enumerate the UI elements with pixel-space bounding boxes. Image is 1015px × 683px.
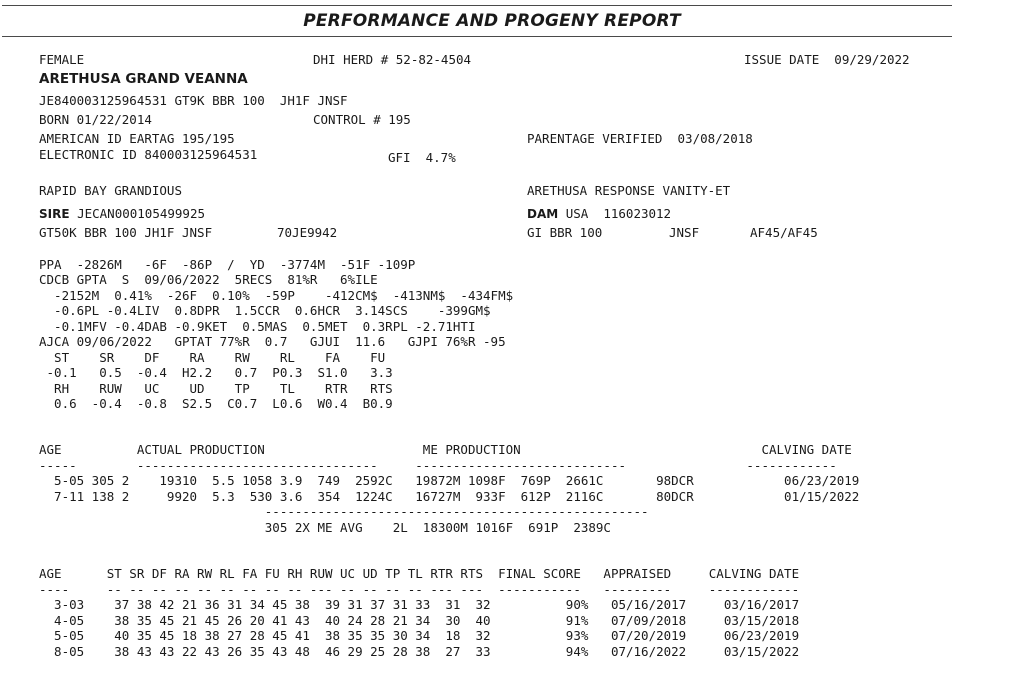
genetic-line: -0.6PL -0.4LIV 0.8DPR 1.5CCR 0.6HCR 3.14SCS -399GM$: [39, 303, 491, 318]
genetic-line: -0.1 0.5 -0.4 H2.2 0.7 P0.3 S1.0 3.3: [39, 365, 393, 380]
genetic-line: ST SR DF RA RW RL FA FU: [39, 350, 386, 365]
sire-name: RAPID BAY GRANDIOUS: [39, 183, 182, 198]
dam-id-line: [527, 207, 671, 221]
dam-jnsf: JNSF: [669, 225, 700, 240]
gfi-value: GFI 4.7%: [388, 150, 456, 165]
top-rule: [2, 5, 952, 6]
classification-row: 4-05 38 35 45 21 45 26 20 41 43 40 24 28 21 34 30 40 91% 07/09/2018 03/15/2018: [39, 613, 800, 628]
classification-header: AGE ST SR DF RA RW RL FA FU RH RUW UC UD TP TL RTR RTS FINAL SCORE APPRAISED CALVING DATE: [39, 566, 800, 581]
production-rule: ----- -------------------------------- ---------------------------- ------------: [39, 458, 837, 473]
classification-row: 8-05 38 43 43 22 43 26 35 43 48 46 29 25 28 38 27 33 94% 07/16/2022 03/15/2022: [39, 644, 800, 659]
dam-id: USA 116023012: [558, 206, 672, 221]
sire-label: SIRE: [39, 207, 70, 221]
production-sum-rule: ---------------------------------------------------: [39, 504, 649, 519]
classification-rule: ---- -- -- -- -- -- -- -- -- -- --- -- -- -- -- --- --- ----------- --------- ------------: [39, 582, 800, 597]
title-rule: [2, 36, 952, 37]
sire-genomic-line: GT50K BBR 100 JH1F JNSF: [39, 225, 213, 240]
genetic-line: -0.1MFV -0.4DAB -0.9KET 0.5MAS 0.5MET 0.3RPL -2.71HTI: [39, 319, 476, 334]
electronic-id: ELECTRONIC ID 840003125964531: [39, 147, 258, 162]
control-number: CONTROL # 195: [313, 112, 411, 127]
genetic-line: RH RUW UC UD TP TL RTR RTS: [39, 381, 393, 396]
dam-label: DAM: [527, 207, 559, 221]
production-row: 7-11 138 2 9920 5.3 530 3.6 354 1224C 16727M 933F 612P 2116C 80DCR 01/15/2022: [39, 489, 860, 504]
genetic-line: CDCB GPTA S 09/06/2022 5RECS 81%R 6%ILE: [39, 272, 378, 287]
dam-name: ARETHUSA RESPONSE VANITY-ET: [527, 183, 731, 198]
parentage-verified: PARENTAGE VERIFIED 03/08/2018: [527, 131, 753, 146]
classification-row: 3-03 37 38 42 21 36 31 34 45 38 39 31 37 31 33 31 32 90% 05/16/2017 03/16/2017: [39, 597, 800, 612]
dam-af: AF45/AF45: [750, 225, 818, 240]
genetic-line: AJCA 09/06/2022 GPTAT 77%R 0.7 GJUI 11.6 GJPI 76%R -95: [39, 334, 506, 349]
genetic-line: 0.6 -0.4 -0.8 S2.5 C0.7 L0.6 W0.4 B0.9: [39, 396, 393, 411]
sire-id: JECAN000105499925: [69, 206, 206, 221]
dam-gi: GI BBR 100: [527, 225, 603, 240]
sex-label: FEMALE: [39, 52, 85, 67]
classification-row: 5-05 40 35 45 18 38 27 28 45 41 38 35 35 30 34 18 32 93% 07/20/2019 06/23/2019: [39, 628, 800, 643]
issue-date: ISSUE DATE 09/29/2022: [744, 52, 910, 67]
report-title: PERFORMANCE AND PROGENY REPORT: [303, 11, 681, 31]
animal-id-line: JE840003125964531 GT9K BBR 100 JH1F JNSF: [39, 93, 348, 108]
genetic-line: -2152M 0.41% -26F 0.10% -59P -412CM$ -413NM$ -434FM$: [39, 288, 514, 303]
production-header: AGE ACTUAL PRODUCTION ME PRODUCTION CALVING DATE: [39, 442, 852, 457]
herd-number: DHI HERD # 52-82-4504: [313, 52, 472, 67]
birth-date: BORN 01/22/2014: [39, 112, 152, 127]
american-id: AMERICAN ID EARTAG 195/195: [39, 131, 235, 146]
sire-id-line: [39, 207, 205, 221]
production-me-average: 305 2X ME AVG 2L 18300M 1016F 691P 2389C: [39, 520, 611, 535]
sire-code: 70JE9942: [277, 225, 338, 240]
genetic-line: PPA -2826M -6F -86P / YD -3774M -51F -109P: [39, 257, 416, 272]
animal-name: ARETHUSA GRAND VEANNA: [39, 71, 248, 87]
production-row: 5-05 305 2 19310 5.5 1058 3.9 749 2592C 19872M 1098F 769P 2661C 98DCR 06/23/2019: [39, 473, 860, 488]
